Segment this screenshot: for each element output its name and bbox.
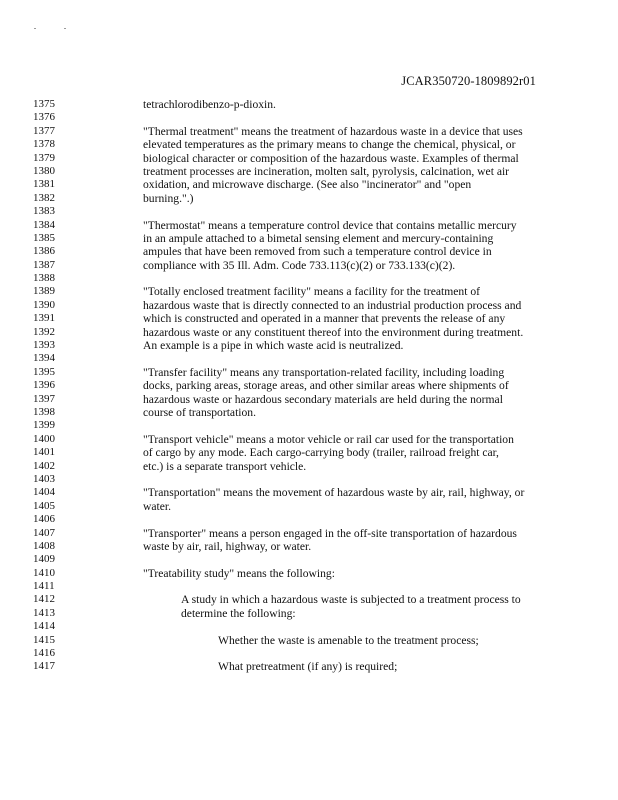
line-number: 1408 (33, 539, 55, 552)
line-text: oxidation, and microwave discharge. (See also "incinerator" and "open (143, 178, 472, 192)
numbered-text-body (0, 98, 618, 674)
line-text: which is constructed and operated in a manner that prevents the release of any (143, 312, 506, 326)
text-line (0, 339, 618, 352)
line-number: 1389 (33, 285, 55, 298)
line-number: 1386 (33, 245, 55, 258)
line-number: 1390 (33, 298, 55, 311)
line-number: 1388 (33, 272, 55, 285)
line-number: 1378 (33, 138, 55, 151)
text-line (0, 205, 618, 218)
text-line (0, 446, 618, 459)
text-line (0, 593, 618, 606)
line-number: 1391 (33, 312, 55, 325)
line-text: waste by air, rail, highway, or water. (143, 539, 312, 553)
text-line (0, 660, 618, 673)
text-line (0, 326, 618, 339)
line-number: 1382 (33, 191, 55, 204)
line-number: 1381 (33, 178, 55, 191)
line-text: ampules that have been removed from such a temperature control device in (143, 245, 492, 259)
line-text: of cargo by any mode. Each cargo-carrying body (trailer, railroad freight car, (143, 446, 499, 460)
text-line (0, 647, 618, 660)
line-number: 1394 (33, 352, 55, 365)
line-number: 1397 (33, 392, 55, 405)
line-text: "Treatability study" means the following: (143, 566, 335, 580)
text-line (0, 312, 618, 325)
text-line (0, 393, 618, 406)
line-number: 1405 (33, 499, 55, 512)
line-text: tetrachlorodibenzo-p-dioxin. (143, 98, 276, 111)
line-number: 1377 (33, 124, 55, 137)
text-line (0, 540, 618, 553)
line-number: 1415 (33, 633, 55, 646)
line-text: An example is a pipe in which waste acid is neutralized. (143, 339, 404, 353)
line-text: etc.) is a separate transport vehicle. (143, 459, 307, 473)
text-line (0, 419, 618, 432)
line-number: 1407 (33, 526, 55, 539)
line-text: What pretreatment (if any) is required; (218, 660, 398, 674)
line-text: A study in which a hazardous waste is subjected to a treatment process to (181, 593, 521, 607)
text-line (0, 406, 618, 419)
text-line (0, 272, 618, 285)
scan-speck (64, 28, 66, 29)
text-line (0, 165, 618, 178)
text-line (0, 567, 618, 580)
line-text: "Thermostat" means a temperature control device that contains metallic mercury (143, 218, 517, 232)
line-number: 1387 (33, 258, 55, 271)
line-text: docks, parking areas, storage areas, and other similar areas where shipments of (143, 379, 509, 393)
line-number: 1414 (33, 620, 55, 633)
text-line (0, 125, 618, 138)
text-line (0, 607, 618, 620)
line-text: "Transfer facility" means any transportation-related facility, including loading (143, 365, 505, 379)
text-line (0, 285, 618, 298)
line-number: 1412 (33, 593, 55, 606)
line-text: water. (143, 499, 172, 513)
line-number: 1396 (33, 379, 55, 392)
text-line (0, 473, 618, 486)
text-line (0, 527, 618, 540)
text-line (0, 634, 618, 647)
text-line (0, 580, 618, 593)
line-number: 1375 (33, 98, 55, 110)
line-number: 1401 (33, 446, 55, 459)
line-text: in an ampule attached to a bimetal sensing element and mercury-containing (143, 231, 494, 245)
line-number: 1393 (33, 339, 55, 352)
text-line (0, 232, 618, 245)
text-line (0, 152, 618, 165)
text-line (0, 178, 618, 191)
line-text: "Totally enclosed treatment facility" means a facility for the treatment of (143, 285, 481, 299)
line-number: 1385 (33, 231, 55, 244)
line-number: 1404 (33, 486, 55, 499)
text-line (0, 245, 618, 258)
line-text: burning.".) (143, 191, 194, 205)
line-text: hazardous waste or any constituent thereof into the environment during treatment. (143, 325, 524, 339)
line-number: 1402 (33, 459, 55, 472)
line-number: 1379 (33, 151, 55, 164)
line-number: 1380 (33, 164, 55, 177)
line-text: hazardous waste or hazardous secondary materials are held during the normal (143, 392, 503, 406)
line-text: treatment processes are incineration, molten salt, pyrolysis, calcination, wet air (143, 164, 510, 178)
scan-speck (34, 28, 36, 29)
line-number: 1392 (33, 325, 55, 338)
line-number: 1409 (33, 553, 55, 566)
line-text: biological character or composition of the hazardous waste. Examples of thermal (143, 151, 519, 165)
line-number: 1410 (33, 566, 55, 579)
text-line (0, 299, 618, 312)
line-text: compliance with 35 Ill. Adm. Code 733.113(c)(2) or 733.133(c)(2). (143, 258, 456, 272)
text-line (0, 500, 618, 513)
text-line (0, 620, 618, 633)
text-line (0, 366, 618, 379)
text-line (0, 111, 618, 124)
line-text: elevated temperatures as the primary means to change the chemical, physical, or (143, 138, 516, 152)
line-text: "Transporter" means a person engaged in the off-site transportation of hazardous (143, 526, 517, 540)
line-text: hazardous waste that is directly connected to an industrial production process and (143, 298, 522, 312)
line-text: "Thermal treatment" means the treatment of hazardous waste in a device that uses (143, 124, 523, 138)
line-number: 1416 (33, 647, 55, 660)
line-number: 1399 (33, 419, 55, 432)
line-number: 1400 (33, 432, 55, 445)
line-text: "Transportation" means the movement of hazardous waste by air, rail, highway, or (143, 486, 525, 500)
text-line (0, 553, 618, 566)
line-text: determine the following: (181, 606, 296, 620)
line-text: course of transportation. (143, 405, 257, 419)
text-line (0, 259, 618, 272)
text-line (0, 352, 618, 365)
text-line (0, 192, 618, 205)
line-number: 1384 (33, 218, 55, 231)
text-line (0, 379, 618, 392)
line-number: 1395 (33, 365, 55, 378)
text-line (0, 98, 618, 111)
line-number: 1417 (33, 660, 55, 673)
text-line (0, 513, 618, 526)
text-line (0, 138, 618, 151)
line-number: 1406 (33, 513, 55, 526)
line-number: 1398 (33, 405, 55, 418)
text-line (0, 460, 618, 473)
text-line (0, 433, 618, 446)
line-number: 1413 (33, 606, 55, 619)
text-line (0, 219, 618, 232)
line-number: 1403 (33, 472, 55, 485)
line-number: 1383 (33, 205, 55, 218)
line-number: 1376 (33, 111, 55, 124)
text-line (0, 486, 618, 499)
document-id: JCAR350720-1809892r01 (401, 74, 536, 88)
line-text: "Transport vehicle" means a motor vehicle or rail car used for the transportation (143, 432, 514, 446)
line-number: 1411 (33, 580, 55, 593)
line-text: Whether the waste is amenable to the treatment process; (218, 633, 479, 647)
